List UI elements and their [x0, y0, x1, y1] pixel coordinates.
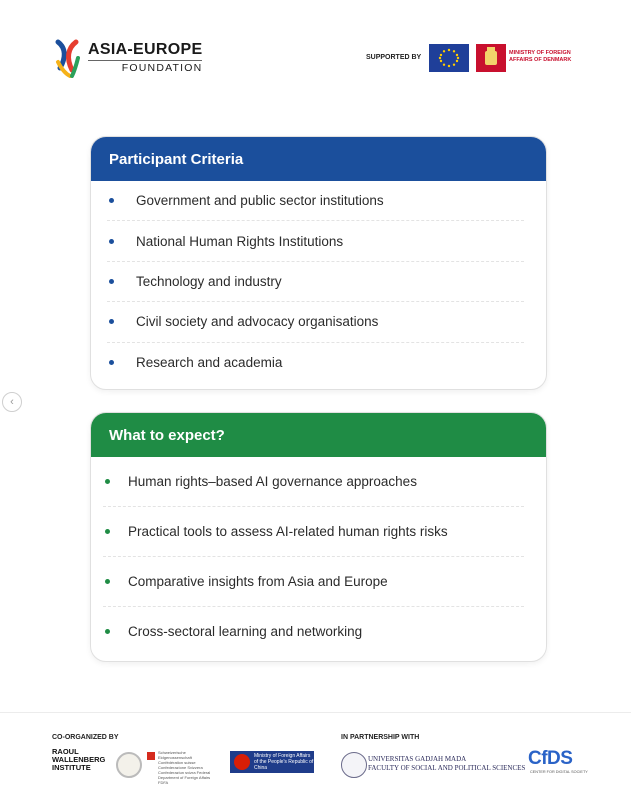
asef-logo-mark-icon: [52, 38, 84, 78]
chevron-left-icon[interactable]: ‹: [2, 392, 22, 412]
prc-ministry-logo: [230, 751, 314, 773]
list-item-label: Comparative insights from Asia and Europe: [128, 574, 388, 589]
rwi-logo: RAOUL WALLENBERG INSTITUTE: [52, 747, 106, 772]
bullet-icon: [105, 629, 110, 634]
participant-criteria-title: Participant Criteria: [91, 137, 546, 181]
participant-criteria-list: [91, 181, 546, 382]
list-item: [103, 607, 524, 656]
philippines-seal-icon: [116, 752, 142, 778]
supported-by-label: SUPPORTED BY: [366, 54, 422, 61]
denmark-ministry-label: MINISTRY OF FOREIGN AFFAIRS OF DENMARK: [509, 50, 572, 63]
eu-flag-icon: [429, 44, 469, 72]
page-header: [0, 0, 631, 100]
list-item-label: Human rights–based AI governance approaches: [128, 474, 417, 489]
list-item: [103, 507, 524, 557]
list-item: [103, 457, 524, 507]
ugm-name: UNIVERSITAS GADJAH MADA: [368, 755, 467, 763]
list-item: [103, 557, 524, 607]
swiss-fdfa-label: Schweizerische Eidgenossenschaft Confédération suisse Confederazione Svizzera Confederaziun svizra Federal Department of Foreign Affairs FDFA: [158, 750, 211, 785]
list-item: [107, 181, 524, 221]
co-organized-label: CO-ORGANIZED BY: [52, 734, 119, 741]
bullet-icon: [105, 579, 110, 584]
bullet-icon: [105, 529, 110, 534]
list-item: [107, 343, 524, 382]
list-item-label: Civil society and advocacy organisations: [136, 314, 379, 330]
list-item-label: Research and academia: [136, 354, 283, 370]
list-item-label: Government and public sector institutions: [136, 193, 384, 209]
list-item: [107, 302, 524, 342]
ugm-faculty: FACULTY OF SOCIAL AND POLITICAL SCIENCES: [368, 763, 526, 772]
list-item: [107, 221, 524, 261]
what-to-expect-list: [91, 457, 546, 656]
bullet-icon: [109, 360, 114, 365]
swiss-flag-icon: [147, 752, 155, 760]
bullet-icon: [109, 198, 114, 203]
list-item-label: Technology and industry: [136, 273, 282, 289]
list-item-label: Cross-sectoral learning and networking: [128, 624, 363, 639]
cfds-subtitle: CENTER FOR DIGITAL SOCIETY: [530, 770, 588, 774]
ugm-seal-icon: [341, 752, 367, 778]
cfds-logo: CfDS: [528, 748, 573, 769]
partnership-label: IN PARTNERSHIP WITH: [341, 734, 420, 741]
list-item-label: Practical tools to assess AI-related human rights risks: [128, 524, 448, 539]
list-item: [107, 262, 524, 302]
bullet-icon: [105, 479, 110, 484]
bullet-icon: [109, 279, 114, 284]
asef-logo: [52, 38, 202, 78]
prc-emblem-icon: [234, 754, 250, 770]
ugm-label: [368, 755, 525, 773]
bullet-icon: [109, 239, 114, 244]
logo-title: ASIA-EUROPE: [88, 41, 203, 59]
participant-criteria-card: [90, 136, 547, 390]
what-to-expect-title: What to expect?: [91, 413, 546, 457]
bullet-icon: [109, 319, 114, 324]
list-item-label: National Human Rights Institutions: [136, 233, 344, 249]
denmark-crest-icon: [476, 44, 506, 72]
logo-subtitle: FOUNDATION: [88, 60, 202, 74]
prc-ministry-label: Ministry of Foreign Affairs of the People's Republic of China: [254, 753, 314, 771]
what-to-expect-card: [90, 412, 547, 662]
